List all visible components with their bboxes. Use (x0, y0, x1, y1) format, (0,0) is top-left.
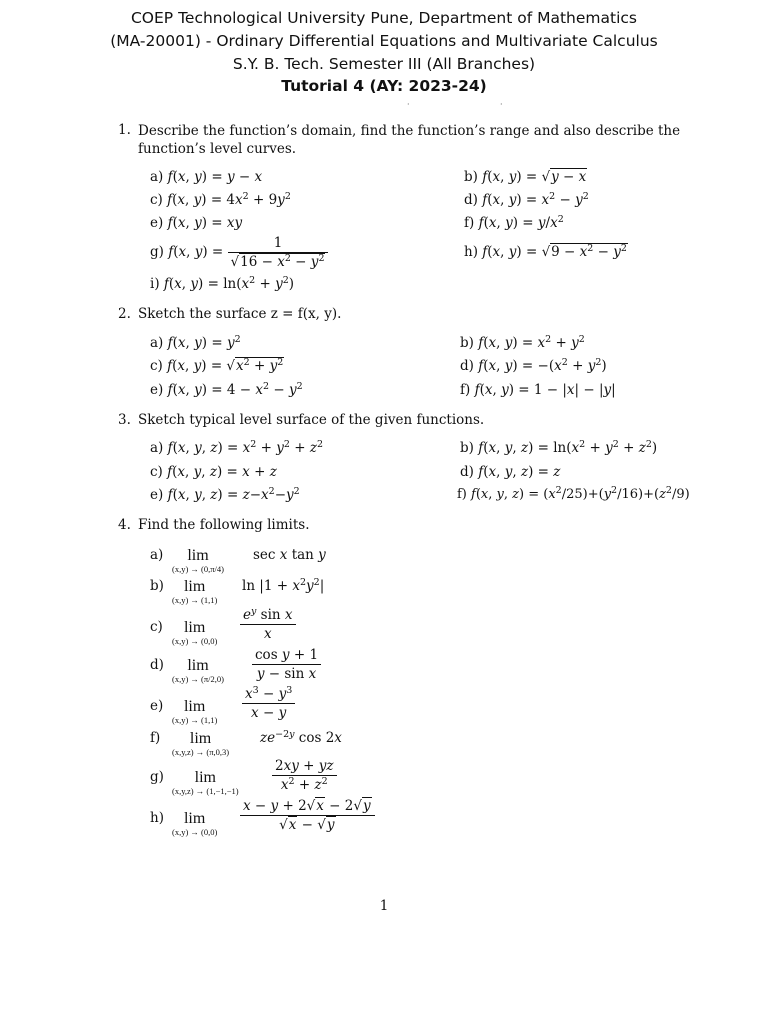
q1-item-a: a) f(x, y) = y − x (150, 169, 263, 185)
q2-item-d: d) f(x, $y) = -(x^2 + y^2)$ (460, 357, 607, 374)
q4-limit-f: lim (x,y,z) → (π,0,3) (172, 730, 230, 757)
q1-item-c: c) f(x, $y) = 4x^2 + 9y^2$ (150, 191, 291, 208)
q4-text: Find the following limits. (138, 517, 310, 533)
q3-number: 3. (118, 412, 131, 428)
q1-number: 1. (118, 122, 131, 138)
q4-limit-d: lim (x,y) → (π/2,0) (172, 657, 224, 684)
q1-item-h: h) f(x, $y) = √9 - x^2 - y^2$ (464, 243, 627, 260)
q4-label-f: f) (150, 730, 161, 746)
q4-limit-a: lim (x,y) → (0,π/4) (172, 547, 224, 574)
header-tutorial: Tutorial 4 (AY: 2023-24) (281, 77, 487, 95)
q4-number: 4. (118, 517, 131, 533)
q2-number: 2. (118, 306, 131, 322)
q3-text: Sketch typical level surface of the given functions. (138, 412, 485, 428)
page-number: 1 (379, 898, 389, 914)
q4-label-a: a) (150, 547, 164, 563)
q4-expr-a: sec x tan y (253, 547, 326, 563)
q4-label-e: e) (150, 698, 164, 714)
q4-limit-h: lim (x,y) → (0,0) (172, 810, 218, 837)
q4-expr-f: $ze^{-2y}$ cos 2x (260, 729, 342, 746)
q3-item-e: e) f(x, y, $z) = z-x^2-y^2$ (150, 486, 300, 503)
q3-item-a: a) f(x, y, $z) = x^2 + y^2 + z^2$ (150, 439, 323, 456)
q3-item-c: c) f(x, y, z) = x + z (150, 464, 277, 480)
q4-label-d: d) (150, 657, 164, 673)
q2-item-e: e) f(x, $y) = 4 - x^2 - y^2$ (150, 381, 303, 398)
q1-item-d: d) f(x, $y) = x^2 - y^2$ (464, 191, 589, 208)
q2-item-f: f) f(x, y) = 1 − |x| − |y| (460, 382, 616, 398)
q1-item-g: g) f(x, y) = $\frac{1}{√16 - x^2 - y^2}$ (150, 235, 328, 270)
q4-limit-g: lim (x,y,z) → (1,−1,−1) (172, 769, 239, 796)
q4-expr-d: $\frac{\text{cos y + 1}}{\text{y − sin x}}$ (252, 647, 321, 682)
q4-label-b: b) (150, 578, 164, 594)
q4-label-h: h) (150, 810, 164, 826)
q2-item-b: b) f(x, $y) = x^2 + y^2$ (460, 334, 585, 351)
q1-item-e: e) f(x, y) = xy (150, 215, 243, 231)
q4-limit-c: lim (x,y) → (0,0) (172, 619, 218, 646)
stray-dot: · (407, 100, 410, 109)
q4-expr-g: $\frac{2xy + yz}{x^2 + z^2}$ (272, 758, 337, 793)
q4-limit-e: lim (x,y) → (1,1) (172, 698, 218, 725)
q4-expr-e: $\frac{x^3 - y^3}{x - y}$ (242, 686, 295, 721)
q4-expr-c: $\frac{e^y \sin x}{x}$ (240, 607, 296, 642)
header-course: (MA-20001) - Ordinary Differential Equations and Multivariate Calculus (110, 32, 658, 50)
q4-label-c: c) (150, 619, 163, 635)
q3-item-d: d) f(x, y, z) = z (460, 464, 561, 480)
q4-expr-h: $\frac{x - y + 2√x - 2√y}{√x - √y}$ (240, 798, 375, 833)
q2-item-c: c) f(x, $y) = √x^2 + y^2$ (150, 357, 284, 374)
header-university: COEP Technological University Pune, Department of Mathematics (130, 9, 637, 27)
q4-label-g: g) (150, 769, 164, 785)
q1-text: Describe the function’s domain, find the function’s range and also describe the function’s level curves. (138, 123, 681, 157)
q3-item-b: b) f(x, y, $z) = \ln(x^2 + y^2 + z^2)$ (460, 439, 658, 456)
q1-item-i: i) f(x, $y) = \ln(x^2 + y^2)$ (150, 275, 295, 292)
q4-expr-b: $\ln |1 + x^2y^2|$ (242, 577, 325, 594)
q1-item-f: f) f(x, $y) = y/x^2$ (464, 214, 564, 231)
q2-text: Sketch the surface z = f(x, y). (138, 306, 342, 322)
q2-item-a: a) f(x, $y) = y^2$ (150, 334, 241, 351)
q3-item-f: f) f(x, y, $z) = (x^2/25)+(y^2/16)+(z^2/9)$ (457, 485, 690, 502)
header-semester: S.Y. B. Tech. Semester III (All Branches) (232, 55, 536, 73)
q1-item-b: b) f(x, y) = √y − x (464, 169, 587, 185)
stray-dot: · (500, 100, 503, 109)
q4-limit-b: lim (x,y) → (1,1) (172, 578, 218, 605)
